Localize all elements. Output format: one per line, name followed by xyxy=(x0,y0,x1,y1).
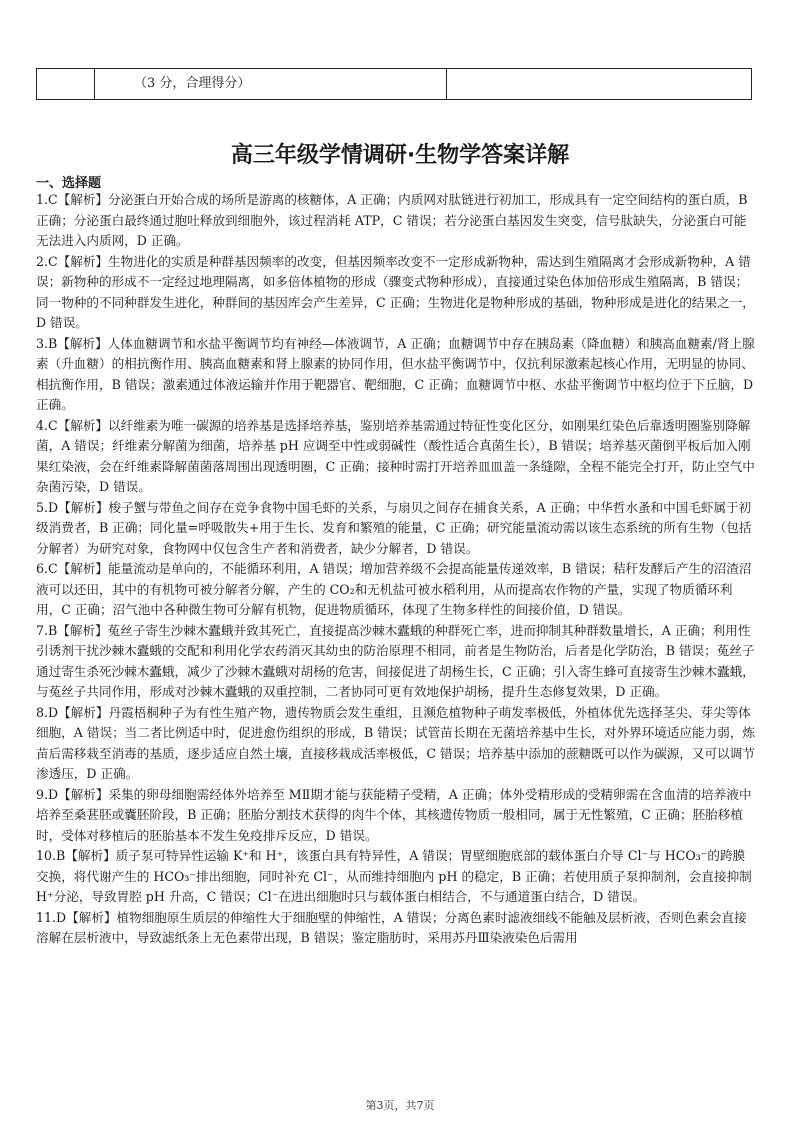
section-heading: 一、选择题 xyxy=(36,176,102,191)
table-cell-score-note: （3 分，合理得分） xyxy=(94,69,447,99)
answer-item-7: 7.B【解析】菟丝子寄生沙棘木蠹蛾并致其死亡，直接提高沙棘木蠹蛾的种群死亡率，进而抑制其种群数量增长，A 正确；利用性引诱剂干扰沙棘木蠹蛾的交配和利用化学农药消灭其幼虫的防治原理不相同，前者是生物防治，后者是化学防治，B 错误；菟丝子通过寄生杀死沙棘木蠹蛾，减少了沙棘木蠹蛾对胡杨的危害，间接促进了胡杨生长，C 正确；引入寄生蜂可直接寄生沙棘木蠹蛾，与菟丝子共同作用，形成对沙棘木蠹蛾的双重控制，二者协同可更有效地保护胡杨，提升生态修复效果，D 正确。 xyxy=(36,622,755,699)
answer-item-2: 2.C【解析】生物进化的实质是种群基因频率的改变，但基因频率改变不一定形成新物种，需达到生殖隔离才会形成新物种，A 错误；新物种的形成不一定经过地理隔离，如多倍体植物的形成（骤变式物种形成），直接通过染色体加倍形成生殖隔离，B 错误；同一物种的不同种群发生进化，种群间的基因库会产生差异，C 正确；生物进化是物种形成的基础，物种形成是进化的结果之一，D 错误。 xyxy=(36,253,755,330)
answer-item-6: 6.C【解析】能量流动是单向的，不能循环利用，A 错误；增加营养级不会提高能量传递效率，B 错误；秸秆发酵后产生的沼渣沼液可以还田，其中的有机物可被分解者分解，产生的 CO₂和无机盐可被水稻利用，从而提高农作物的产量，实现了物质循环利用，C 正确；沼气池中各种微生物可分解有机物，促进物质循环，体现了生物多样性的间接价值，D 错误。 xyxy=(36,561,752,617)
page-footer: 第3页，共7页 xyxy=(365,1099,435,1112)
answer-list xyxy=(36,190,755,949)
page-title: 高三年级学情调研·生物学答案详解 xyxy=(230,143,570,168)
answer-item-8: 8.D【解析】丹霞梧桐种子为有性生殖产物，遗传物质会发生重组，且濒危植物种子萌发率极低，外植体优先选择茎尖、芽尖等体细胞，A 错误；当二者比例适中时，促进愈伤组织的形成，B 错误；试管苗长期在无菌培养基中生长，对外界环境适应能力弱，炼苗后需移栽至消毒的基质，逐步适应自然土壤，直接移栽成活率极低，C 错误；培养基中添加的蔗糖既可以作为碳源，又可以调节渗透压，D 正确。 xyxy=(36,704,756,781)
answer-item-3: 3.B【解析】人体血糖调节和水盐平衡调节均有神经—体液调节，A 正确；血糖调节中存在胰岛素（降血糖）和胰高血糖素/肾上腺素（升血糖）的相抗衡作用、胰高血糖素和肾上腺素的协同作用，但水盐平衡调节中，仅抗利尿激素起核心作用，无明显的协同、相抗衡作用，B 错误；激素通过体液运输并作用于靶器官、靶细胞，C 正确；血糖调节中枢、水盐平衡调节中枢均位于下丘脑，D 正确。 xyxy=(36,335,755,412)
answer-item-4: 4.C【解析】以纤维素为唯一碳源的培养基是选择培养基，鉴别培养基需通过特征性变化区分，如刚果红染色后靠透明圈鉴别降解菌，A 错误；纤维素分解菌为细菌，培养基 pH 应调至中性或弱碱性（酸性适合真菌生长），B 错误；培养基灭菌倒平板后加入刚果红染液，会在纤维素降解菌菌落周围出现透明圈，C 正确；接种时需打开培养皿皿盖一条缝隙，全程不能完全打开，防止空气中杂菌污染，D 错误。 xyxy=(36,417,755,494)
answer-item-5: 5.D【解析】梭子蟹与带鱼之间存在竞争食物中国毛虾的关系，与扇贝之间存在捕食关系，A 正确；中华哲水蚤和中国毛虾属于初级消费者，B 正确；同化量=呼吸散失+用于生长、发育和繁殖的能量，C 正确；研究能量流动需以该生态系统的所有生物（包括分解者）为研究对象，食物网中仅包含生产者和消费者，缺少分解者，D 错误。 xyxy=(36,499,752,556)
answer-item-11: 11.D【解析】植物细胞原生质层的伸缩性大于细胞壁的伸缩性，A 错误；分离色素时滤液细线不能触及层析液，否则色素会直接溶解在层析液中，导致滤纸条上无色素带出现，B 错误；鉴定脂肪时，采用苏丹Ⅲ染液染色后需用 xyxy=(36,909,747,945)
answer-item-10: 10.B【解析】质子泵可特异性运输 K⁺和 H⁺，该蛋白具有特异性，A 错误；胃壁细胞底部的载体蛋白介导 Cl⁻与 HCO₃⁻的跨膜交换，将代谢产生的 HCO₃⁻排出细胞，同时补充 Cl⁻，从而维持细胞内 pH 的稳定，B 正确；若使用质子泵抑制剂，会直接抑制 H⁺分泌，导致胃腔 pH 升高，C 错误；Cl⁻在进出细胞时只与载体蛋白相结合，不与通道蛋白结合，D 错误。 xyxy=(36,848,752,904)
score-table-row xyxy=(36,68,752,100)
answer-item-1: 1.C【解析】分泌蛋白开始合成的场所是游离的核糖体，A 正确；内质网对肽链进行初加工，形成具有一定空间结构的蛋白质，B 正确；分泌蛋白最终通过胞吐释放到细胞外，该过程消耗 ATP，C 错误；若分泌蛋白基因发生突变，信号肽缺失，分泌蛋白可能无法进入内质网，D 正确。 xyxy=(36,192,748,248)
table-cell-empty xyxy=(37,69,95,99)
answer-item-9: 9.D【解析】采集的卵母细胞需经体外培养至 MⅡ期才能与获能精子受精，A 正确；体外受精形成的受精卵需在含血清的培养液中培养至桑葚胚或囊胚阶段，B 正确；胚胎分割技术获得的肉牛个体，其核遗传物质一般相同，属于无性繁殖，C 正确；胚胎移植时，受体对移植后的胚胎基本不发生免疫排斥反应，D 错误。 xyxy=(36,786,752,843)
